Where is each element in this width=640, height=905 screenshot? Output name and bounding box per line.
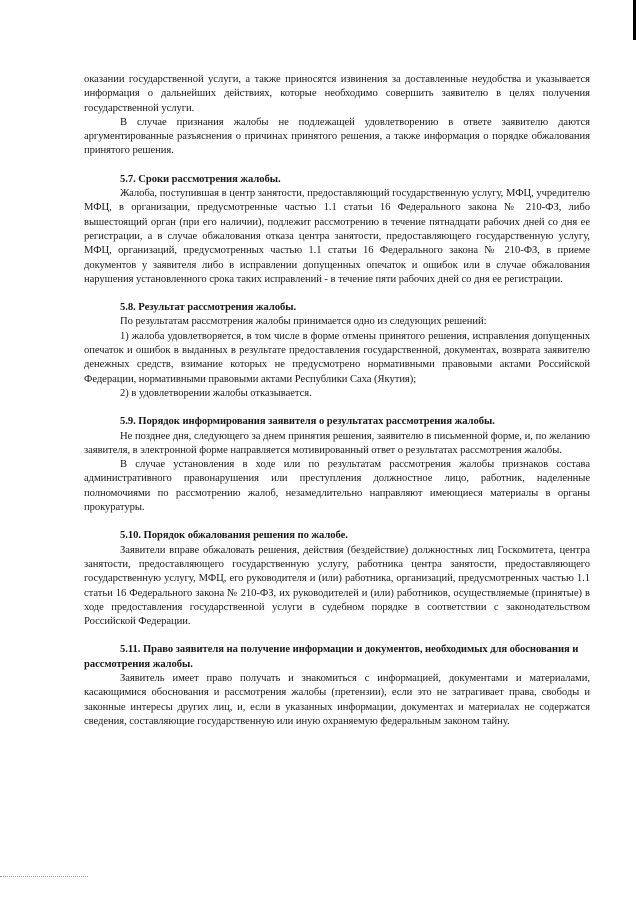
section-5-10-heading: 5.10. Порядок обжалования решения по жалобе. [120, 530, 348, 542]
document-body [84, 73, 590, 729]
scan-edge-mark [633, 0, 636, 40]
section-5-10-paragraph-1: Заявители вправе обжаловать решения, действия (бездействие) должностных лиц Госкомитета, центра занятости, предоставляющего государственную услугу, работника центра занятости, предоставляющего государственную услугу, МФЦ, его руководителя и (или) работника, организаций, предусмотренных частью 1.1 статьи 16 Федерального закона № 210-ФЗ, их руководителей и (или) работников, осуществляемые (принятые) в ходе предоставления государственной услуги в судебном порядке в соответствии с законодательством Российской Федерации. [84, 544, 590, 628]
section-5-9-paragraph-2: В случае установления в ходе или по результатам рассмотрения жалобы признаков состава административного правонарушения или преступления должностное лицо, работник, наделенные полномочиями по рассмотрению жалоб, незамедлительно направляют имеющиеся материалы в органы прокуратуры. [84, 459, 590, 514]
section-5-11-heading: 5.11. Право заявителя на получение информации и документов, необходимых для обоснования и рассмотрения жалобы. [84, 644, 579, 670]
section-5-9-heading: 5.9. Порядок информирования заявителя о результатах рассмотрения жалобы. [120, 416, 495, 428]
section-gap [84, 401, 590, 415]
intro-paragraph-2: В случае признания жалобы не подлежащей удовлетворению в ответе заявителю даются аргументированные разъяснения о причинах принятого решения, а также информация о порядке обжалования принятого решения. [84, 116, 590, 157]
section-5-8-paragraph-2: 1) жалоба удовлетворяется, в том числе в форме отмены принятого решения, исправления допущенных опечаток и ошибок в выданных в результате предоставления государственной, документах, возврата заявителю денежных средств, взимание которых не предусмотрено нормативными правовыми актами Российской Федерации, нормативными правовыми актами Республики Саха (Якутия); [84, 330, 590, 385]
section-5-9-paragraph-1: Не позднее дня, следующего за днем принятия решения, заявителю в письменной форме, и, по желанию заявителя, в электронной форме направляется мотивированный ответ о результатах рассмотрения жалобы. [84, 430, 590, 456]
section-5-8-paragraph-3: 2) в удовлетворении жалобы отказывается. [120, 387, 312, 399]
footer-dotted-line [0, 876, 88, 877]
section-5-8-heading: 5.8. Результат рассмотрения жалобы. [120, 302, 297, 314]
intro-paragraph-1: оказании государственной услуги, а также приносятся извинения за доставленные неудобства и указывается информация о дальнейших действиях, которые необходимо совершить заявителю в целях получения государственной услуги. [84, 74, 590, 114]
section-5-8-paragraph-1: По результатам рассмотрения жалобы принимается одно из следующих решений: [120, 316, 487, 328]
section-5-7-paragraph-1: Жалоба, поступившая в центр занятости, предоставляющий государственную услугу, МФЦ, учредителю МФЦ, в организации, предусмотренные частью 1.1 статьи 16 Федерального закона № 210-ФЗ, либо вышестоящий орган (при его наличии), подлежит рассмотрению в течение пятнадцати рабочих дней со дня ее регистрации, а в случае обжалования отказа центра занятости, предоставляющего государственную услугу, МФЦ, организаций, предусмотренных частью 1.1 статьи 16 Федерального закона № 210-ФЗ, в приеме документов у заявителя либо в исправлении допущенных опечаток и ошибок или в случае обжалования нарушения установленного срока таких исправлений - в течение пяти рабочих дней со дня ее регистрации. [84, 188, 590, 285]
section-gap [84, 159, 590, 173]
section-gap [84, 629, 590, 643]
section-5-7-heading: 5.7. Сроки рассмотрения жалобы. [120, 173, 281, 185]
section-gap [84, 287, 590, 301]
section-5-11-paragraph-1: Заявитель имеет право получать и знакомиться с информацией, документами и материалами, касающимися обоснования и рассмотрения жалобы (претензии), если это не затрагивает права, свободы и законные интересы других лиц, и, если в указанных информации, документах и материалах не содержатся сведения, составляющие государственную или иную охраняемую федеральным законом тайну. [84, 672, 590, 727]
section-gap [84, 515, 590, 529]
